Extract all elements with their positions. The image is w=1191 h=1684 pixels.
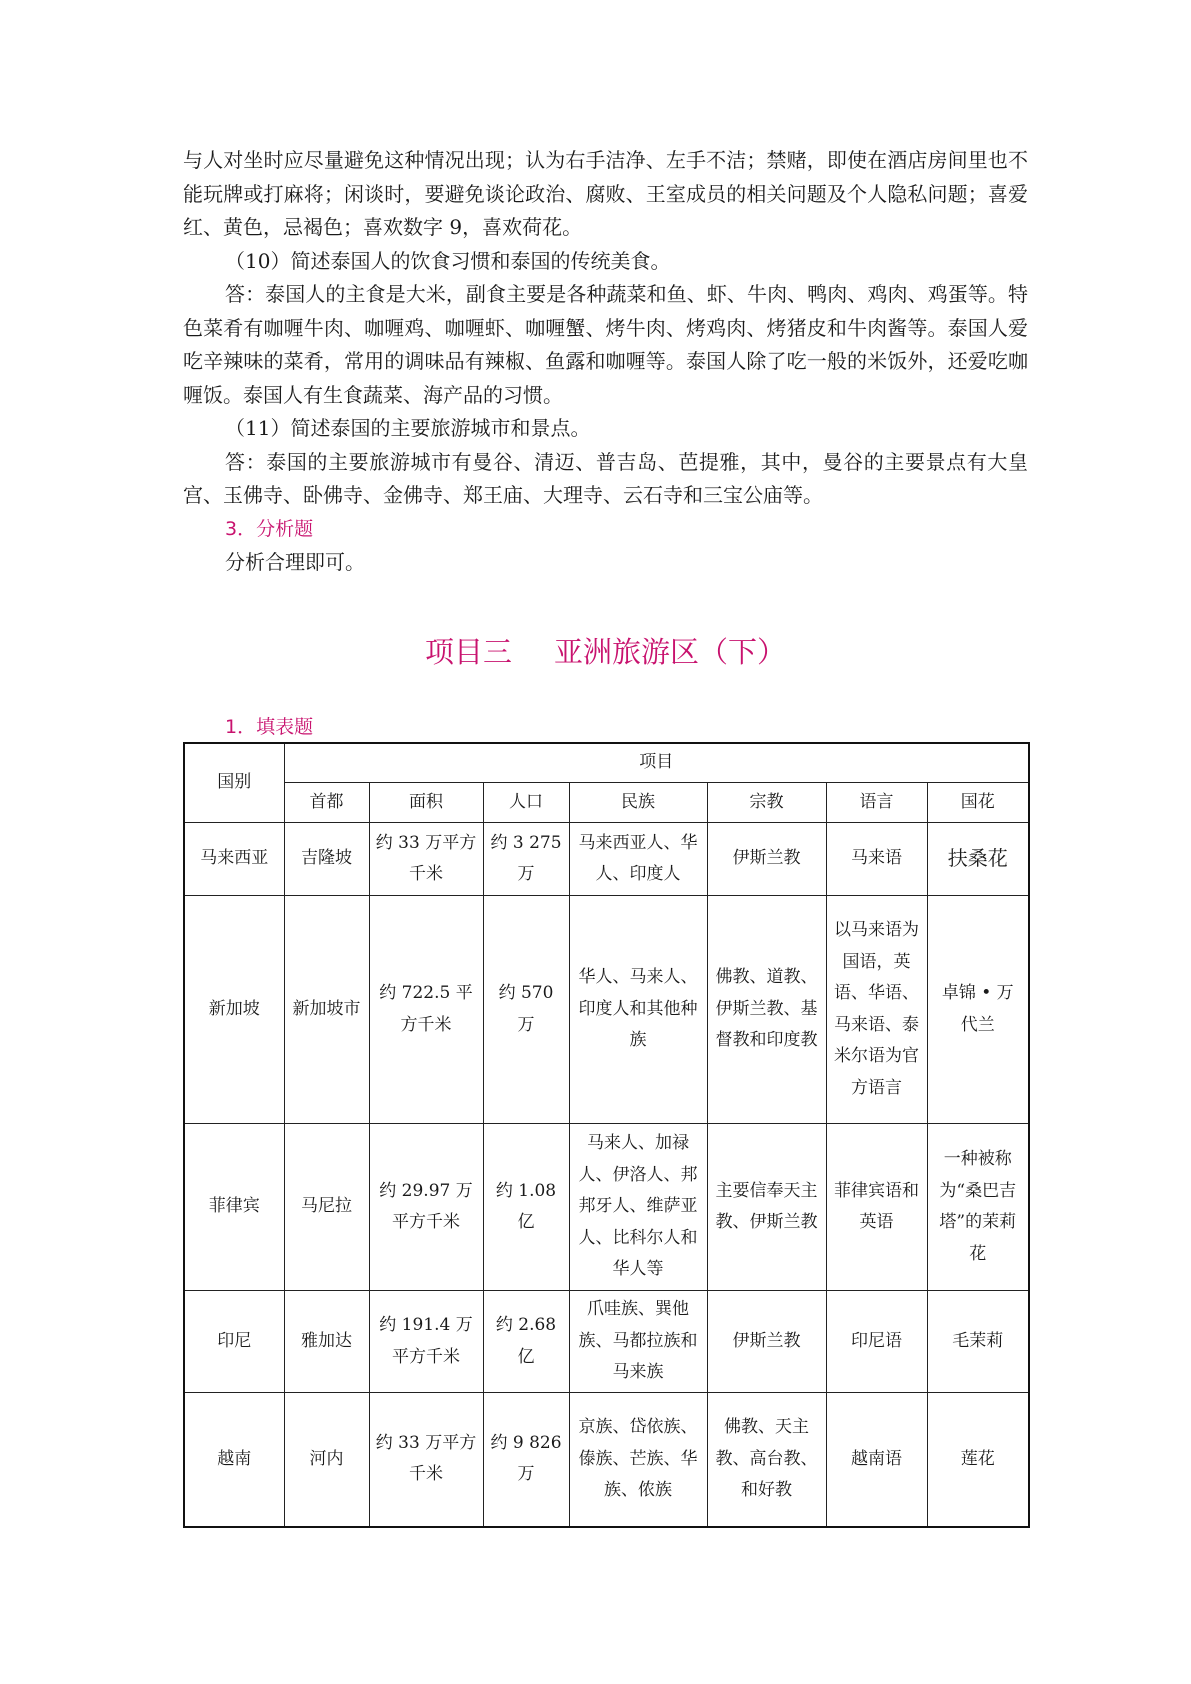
- page-content: [183, 144, 1028, 1528]
- table-row: [184, 1393, 1029, 1527]
- cell-language: 以马来语为国语，英语、华语、马来语、泰米尔语为官方语言: [826, 896, 927, 1124]
- header-population: 人口: [483, 783, 569, 823]
- cell-population: 约 570 万: [483, 896, 569, 1124]
- project-name: 亚洲旅游区（下）: [554, 634, 787, 669]
- cell-ethnicity: 爪哇族、巽他族、马都拉族和马来族: [569, 1291, 707, 1393]
- cell-religion: 佛教、天主教、高台教、和好教: [707, 1393, 826, 1527]
- cell-flower: 毛茉莉: [927, 1291, 1029, 1393]
- header-ethnicity: 民族: [569, 783, 707, 823]
- paragraph-etiquette: 与人对坐时应尽量避免这种情况出现；认为右手洁净、左手不洁；禁赌，即使在酒店房间里也不能玩牌或打麻将；闲谈时，要避免谈论政治、腐败、王室成员的相关问题及个人隐私问题；喜爱红、黄色，忌褐色；喜欢数字 9，喜欢荷花。: [183, 148, 1028, 239]
- cell-capital: 新加坡市: [284, 896, 369, 1124]
- cell-language: 菲律宾语和英语: [826, 1124, 927, 1291]
- table-row: [184, 1124, 1029, 1291]
- cell-religion: 伊斯兰教: [707, 1291, 826, 1393]
- cell-area: 约 722.5 平方千米: [369, 896, 483, 1124]
- question-10: （10）简述泰国人的饮食习惯和泰国的传统美食。: [225, 248, 671, 273]
- cell-flower: 扶桑花: [927, 823, 1029, 896]
- header-language: 语言: [826, 783, 927, 823]
- cell-country: 新加坡: [184, 896, 284, 1124]
- cell-flower: 莲花: [927, 1393, 1029, 1527]
- cell-area: 约 33 万平方千米: [369, 823, 483, 896]
- cell-population: 约 2.68 亿: [483, 1291, 569, 1393]
- header-capital: 首都: [284, 783, 369, 823]
- cell-ethnicity: 马来人、加禄人、伊洛人、邦邦牙人、维萨亚人、比科尔人和华人等: [569, 1124, 707, 1291]
- table-header-row: [184, 743, 1029, 783]
- cell-ethnicity: 京族、岱依族、傣族、芒族、华族、侬族: [569, 1393, 707, 1527]
- cell-flower: 卓锦 • 万代兰: [927, 896, 1029, 1124]
- header-group: 项目: [284, 743, 1029, 783]
- answer-3: 分析合理即可。: [225, 550, 365, 574]
- cell-population: 约 9 826 万: [483, 1393, 569, 1527]
- header-religion: 宗教: [707, 783, 826, 823]
- cell-population: 约 3 275 万: [483, 823, 569, 896]
- cell-ethnicity: 马来西亚人、华人、印度人: [569, 823, 707, 896]
- table-row: [184, 1291, 1029, 1393]
- cell-area: 约 191.4 万平方千米: [369, 1291, 483, 1393]
- project-number: 项目三: [424, 634, 512, 669]
- cell-capital: 马尼拉: [284, 1124, 369, 1291]
- cell-area: 约 33 万平方千米: [369, 1393, 483, 1527]
- cell-country: 马来西亚: [184, 823, 284, 896]
- table-subheader-row: [184, 783, 1029, 823]
- cell-population: 约 1.08 亿: [483, 1124, 569, 1291]
- header-country: 国别: [184, 743, 284, 823]
- country-table: [183, 742, 1030, 1528]
- cell-capital: 吉隆坡: [284, 823, 369, 896]
- cell-language: 马来语: [826, 823, 927, 896]
- cell-country: 印尼: [184, 1291, 284, 1393]
- project-title: [183, 632, 1028, 672]
- cell-religion: 伊斯兰教: [707, 823, 826, 896]
- cell-flower: 一种被称为“桑巴吉塔”的茉莉花: [927, 1124, 1029, 1291]
- table-row: [184, 896, 1029, 1124]
- cell-capital: 河内: [284, 1393, 369, 1527]
- cell-capital: 雅加达: [284, 1291, 369, 1393]
- cell-religion: 主要信奉天主教、伊斯兰教: [707, 1124, 826, 1291]
- header-flower: 国花: [927, 783, 1029, 823]
- section-3-heading: 3．分析题: [225, 517, 314, 540]
- cell-religion: 佛教、道教、伊斯兰教、基督教和印度教: [707, 896, 826, 1124]
- cell-ethnicity: 华人、马来人、印度人和其他种族: [569, 896, 707, 1124]
- cell-country: 菲律宾: [184, 1124, 284, 1291]
- table-row: [184, 823, 1029, 896]
- section-1-heading: 1．填表题: [225, 715, 314, 738]
- question-11: （11）简述泰国的主要旅游城市和景点。: [225, 416, 591, 440]
- answer-10: 答：泰国人的主食是大米，副食主要是各种蔬菜和鱼、虾、牛肉、鸭肉、鸡肉、鸡蛋等。特色菜肴有咖喱牛肉、咖喱鸡、咖喱虾、咖喱蟹、烤牛肉、烤鸡肉、烤猪皮和牛肉酱等。泰国人爱吃辛辣味的菜肴，常用的调味品有辣椒、鱼露和咖喱等。泰国人除了吃一般的米饭外，还爱吃咖喱饭。泰国人有生食蔬菜、海产品的习惯。: [183, 282, 1028, 407]
- cell-language: 越南语: [826, 1393, 927, 1527]
- cell-language: 印尼语: [826, 1291, 927, 1393]
- answer-11: 答：泰国的主要旅游城市有曼谷、清迈、普吉岛、芭提雅，其中，曼谷的主要景点有大皇宫、玉佛寺、卧佛寺、金佛寺、郑王庙、大理寺、云石寺和三宝公庙等。: [183, 449, 1028, 507]
- cell-country: 越南: [184, 1393, 284, 1527]
- header-area: 面积: [369, 783, 483, 823]
- cell-area: 约 29.97 万平方千米: [369, 1124, 483, 1291]
